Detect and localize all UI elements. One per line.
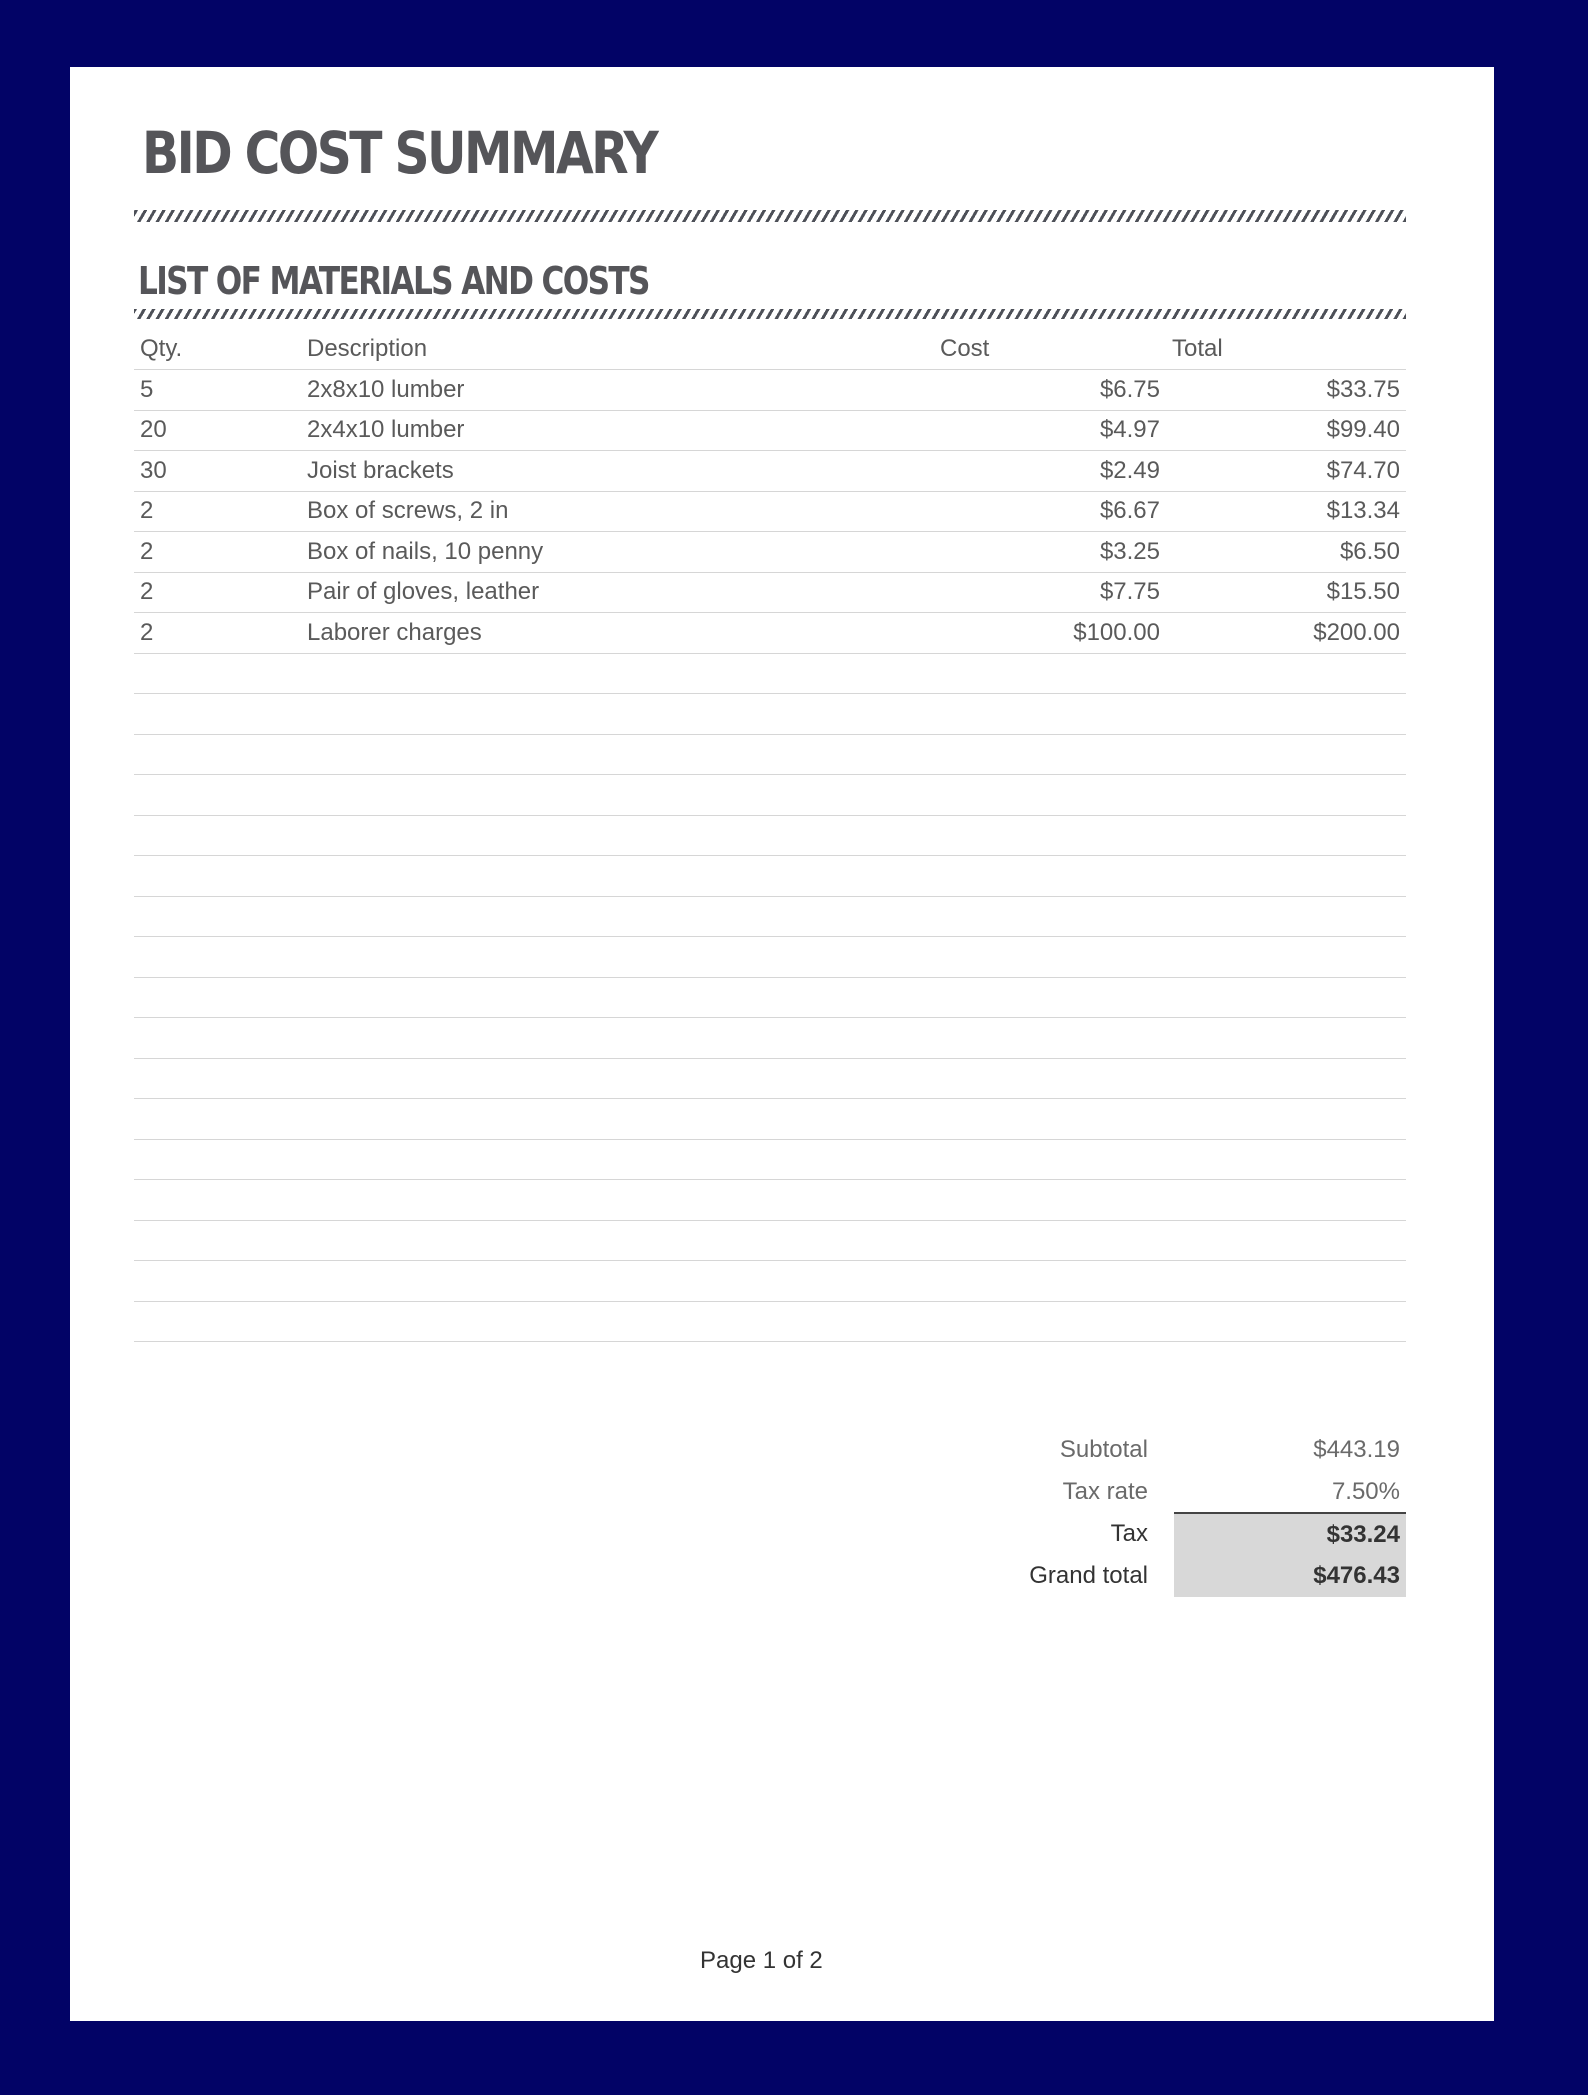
- subtotal-row: [980, 1429, 1406, 1471]
- empty-cell: [301, 1139, 934, 1180]
- grand-total-row: [980, 1555, 1406, 1597]
- empty-table-row: [134, 1139, 1406, 1180]
- header-description: Description: [301, 329, 934, 370]
- grand-total-label: Grand total: [1029, 1562, 1148, 1589]
- empty-cell: [301, 694, 934, 735]
- empty-cell: [301, 1261, 934, 1302]
- cell-total: $6.50: [1166, 532, 1406, 573]
- empty-cell: [134, 1058, 301, 1099]
- cell-cost: $6.75: [934, 370, 1166, 411]
- table-row: [134, 613, 1406, 654]
- empty-table-row: [134, 1220, 1406, 1261]
- cell-qty: 5: [134, 370, 301, 411]
- document-title: BID COST SUMMARY: [142, 119, 657, 187]
- document-page: [70, 67, 1494, 2021]
- empty-cell: [134, 896, 301, 937]
- empty-cell: [934, 1058, 1166, 1099]
- empty-cell: [134, 653, 301, 694]
- empty-cell: [1166, 856, 1406, 897]
- table-row: [134, 532, 1406, 573]
- empty-table-row: [134, 1099, 1406, 1140]
- cell-description: Laborer charges: [301, 613, 934, 654]
- empty-cell: [1166, 1301, 1406, 1342]
- section-divider: [134, 309, 1406, 319]
- tax-rate-label: Tax rate: [1062, 1478, 1148, 1505]
- page-number: Page 1 of 2: [700, 1947, 823, 1974]
- empty-table-row: [134, 775, 1406, 816]
- empty-cell: [134, 1018, 301, 1059]
- empty-cell: [1166, 1099, 1406, 1140]
- empty-cell: [934, 977, 1166, 1018]
- empty-table-row: [134, 1018, 1406, 1059]
- cell-cost: $2.49: [934, 451, 1166, 492]
- empty-cell: [301, 1220, 934, 1261]
- cell-qty: 2: [134, 572, 301, 613]
- section-heading: LIST OF MATERIALS AND COSTS: [138, 259, 649, 303]
- header-cost: Cost: [934, 329, 1166, 370]
- empty-cell: [934, 1261, 1166, 1302]
- table-header-row: [134, 329, 1406, 370]
- empty-cell: [301, 1301, 934, 1342]
- empty-table-row: [134, 815, 1406, 856]
- empty-cell: [134, 775, 301, 816]
- cell-description: Joist brackets: [301, 451, 934, 492]
- table-row: [134, 451, 1406, 492]
- empty-cell: [134, 1220, 301, 1261]
- grand-total-value: $476.43: [1174, 1555, 1406, 1597]
- empty-cell: [1166, 1220, 1406, 1261]
- empty-cell: [934, 1099, 1166, 1140]
- cell-qty: 2: [134, 491, 301, 532]
- cell-description: Pair of gloves, leather: [301, 572, 934, 613]
- empty-table-row: [134, 856, 1406, 897]
- empty-cell: [1166, 1180, 1406, 1221]
- tax-rate-value: 7.50%: [1331, 1477, 1400, 1505]
- cell-description: Box of nails, 10 penny: [301, 532, 934, 573]
- empty-cell: [134, 1139, 301, 1180]
- empty-cell: [301, 734, 934, 775]
- cell-cost: $100.00: [934, 613, 1166, 654]
- empty-cell: [134, 856, 301, 897]
- cell-qty: 2: [134, 532, 301, 573]
- empty-cell: [1166, 815, 1406, 856]
- cell-qty: 2: [134, 613, 301, 654]
- table-row: [134, 491, 1406, 532]
- empty-cell: [134, 1099, 301, 1140]
- cell-cost: $6.67: [934, 491, 1166, 532]
- cell-total: $99.40: [1166, 410, 1406, 451]
- empty-cell: [1166, 896, 1406, 937]
- empty-cell: [301, 977, 934, 1018]
- empty-cell: [1166, 1058, 1406, 1099]
- table-row: [134, 410, 1406, 451]
- empty-cell: [1166, 734, 1406, 775]
- empty-cell: [134, 815, 301, 856]
- empty-cell: [934, 896, 1166, 937]
- empty-cell: [301, 775, 934, 816]
- empty-table-row: [134, 1261, 1406, 1302]
- subtotal-label: Subtotal: [1059, 1436, 1148, 1463]
- empty-cell: [301, 1180, 934, 1221]
- empty-cell: [301, 1018, 934, 1059]
- empty-cell: [301, 896, 934, 937]
- tax-rate-row: [980, 1471, 1406, 1513]
- totals-table: [980, 1429, 1406, 1597]
- empty-table-row: [134, 977, 1406, 1018]
- empty-cell: [301, 937, 934, 978]
- subtotal-value: $443.19: [1313, 1436, 1400, 1463]
- empty-table-row: [134, 937, 1406, 978]
- cell-description: 2x4x10 lumber: [301, 410, 934, 451]
- empty-cell: [934, 937, 1166, 978]
- empty-cell: [1166, 1018, 1406, 1059]
- cell-qty: 20: [134, 410, 301, 451]
- empty-cell: [934, 694, 1166, 735]
- empty-cell: [1166, 1261, 1406, 1302]
- cell-total: $200.00: [1166, 613, 1406, 654]
- empty-cell: [134, 734, 301, 775]
- empty-table-row: [134, 653, 1406, 694]
- empty-cell: [134, 1180, 301, 1221]
- empty-cell: [1166, 977, 1406, 1018]
- title-divider: [134, 210, 1406, 222]
- empty-cell: [934, 815, 1166, 856]
- empty-table-row: [134, 896, 1406, 937]
- empty-cell: [134, 694, 301, 735]
- empty-table-row: [134, 1058, 1406, 1099]
- empty-cell: [301, 856, 934, 897]
- cell-total: $15.50: [1166, 572, 1406, 613]
- cell-total: $13.34: [1166, 491, 1406, 532]
- empty-cell: [934, 734, 1166, 775]
- empty-cell: [301, 653, 934, 694]
- empty-cell: [134, 977, 301, 1018]
- table-row: [134, 572, 1406, 613]
- cell-qty: 30: [134, 451, 301, 492]
- empty-cell: [934, 1301, 1166, 1342]
- cell-description: Box of screws, 2 in: [301, 491, 934, 532]
- empty-cell: [134, 937, 301, 978]
- empty-cell: [934, 1180, 1166, 1221]
- cell-description: 2x8x10 lumber: [301, 370, 934, 411]
- empty-table-row: [134, 1180, 1406, 1221]
- empty-cell: [934, 1220, 1166, 1261]
- cell-total: $74.70: [1166, 451, 1406, 492]
- tax-row: [980, 1513, 1406, 1555]
- empty-cell: [1166, 694, 1406, 735]
- empty-cell: [934, 856, 1166, 897]
- tax-value: $33.24: [1174, 1513, 1406, 1555]
- table-row: [134, 370, 1406, 411]
- empty-table-row: [134, 734, 1406, 775]
- cell-cost: $7.75: [934, 572, 1166, 613]
- empty-cell: [301, 1058, 934, 1099]
- empty-cell: [1166, 653, 1406, 694]
- cell-total: $33.75: [1166, 370, 1406, 411]
- empty-cell: [1166, 937, 1406, 978]
- cell-cost: $4.97: [934, 410, 1166, 451]
- empty-cell: [301, 815, 934, 856]
- empty-cell: [934, 1018, 1166, 1059]
- empty-cell: [301, 1099, 934, 1140]
- header-total: Total: [1166, 329, 1406, 370]
- empty-table-row: [134, 1301, 1406, 1342]
- empty-cell: [134, 1261, 301, 1302]
- empty-cell: [934, 775, 1166, 816]
- empty-cell: [1166, 1139, 1406, 1180]
- empty-cell: [934, 1139, 1166, 1180]
- header-qty: Qty.: [134, 329, 301, 370]
- materials-table: [134, 329, 1406, 1342]
- empty-cell: [134, 1301, 301, 1342]
- empty-table-row: [134, 694, 1406, 735]
- cell-cost: $3.25: [934, 532, 1166, 573]
- tax-label: Tax: [1110, 1520, 1148, 1547]
- empty-cell: [934, 653, 1166, 694]
- empty-cell: [1166, 775, 1406, 816]
